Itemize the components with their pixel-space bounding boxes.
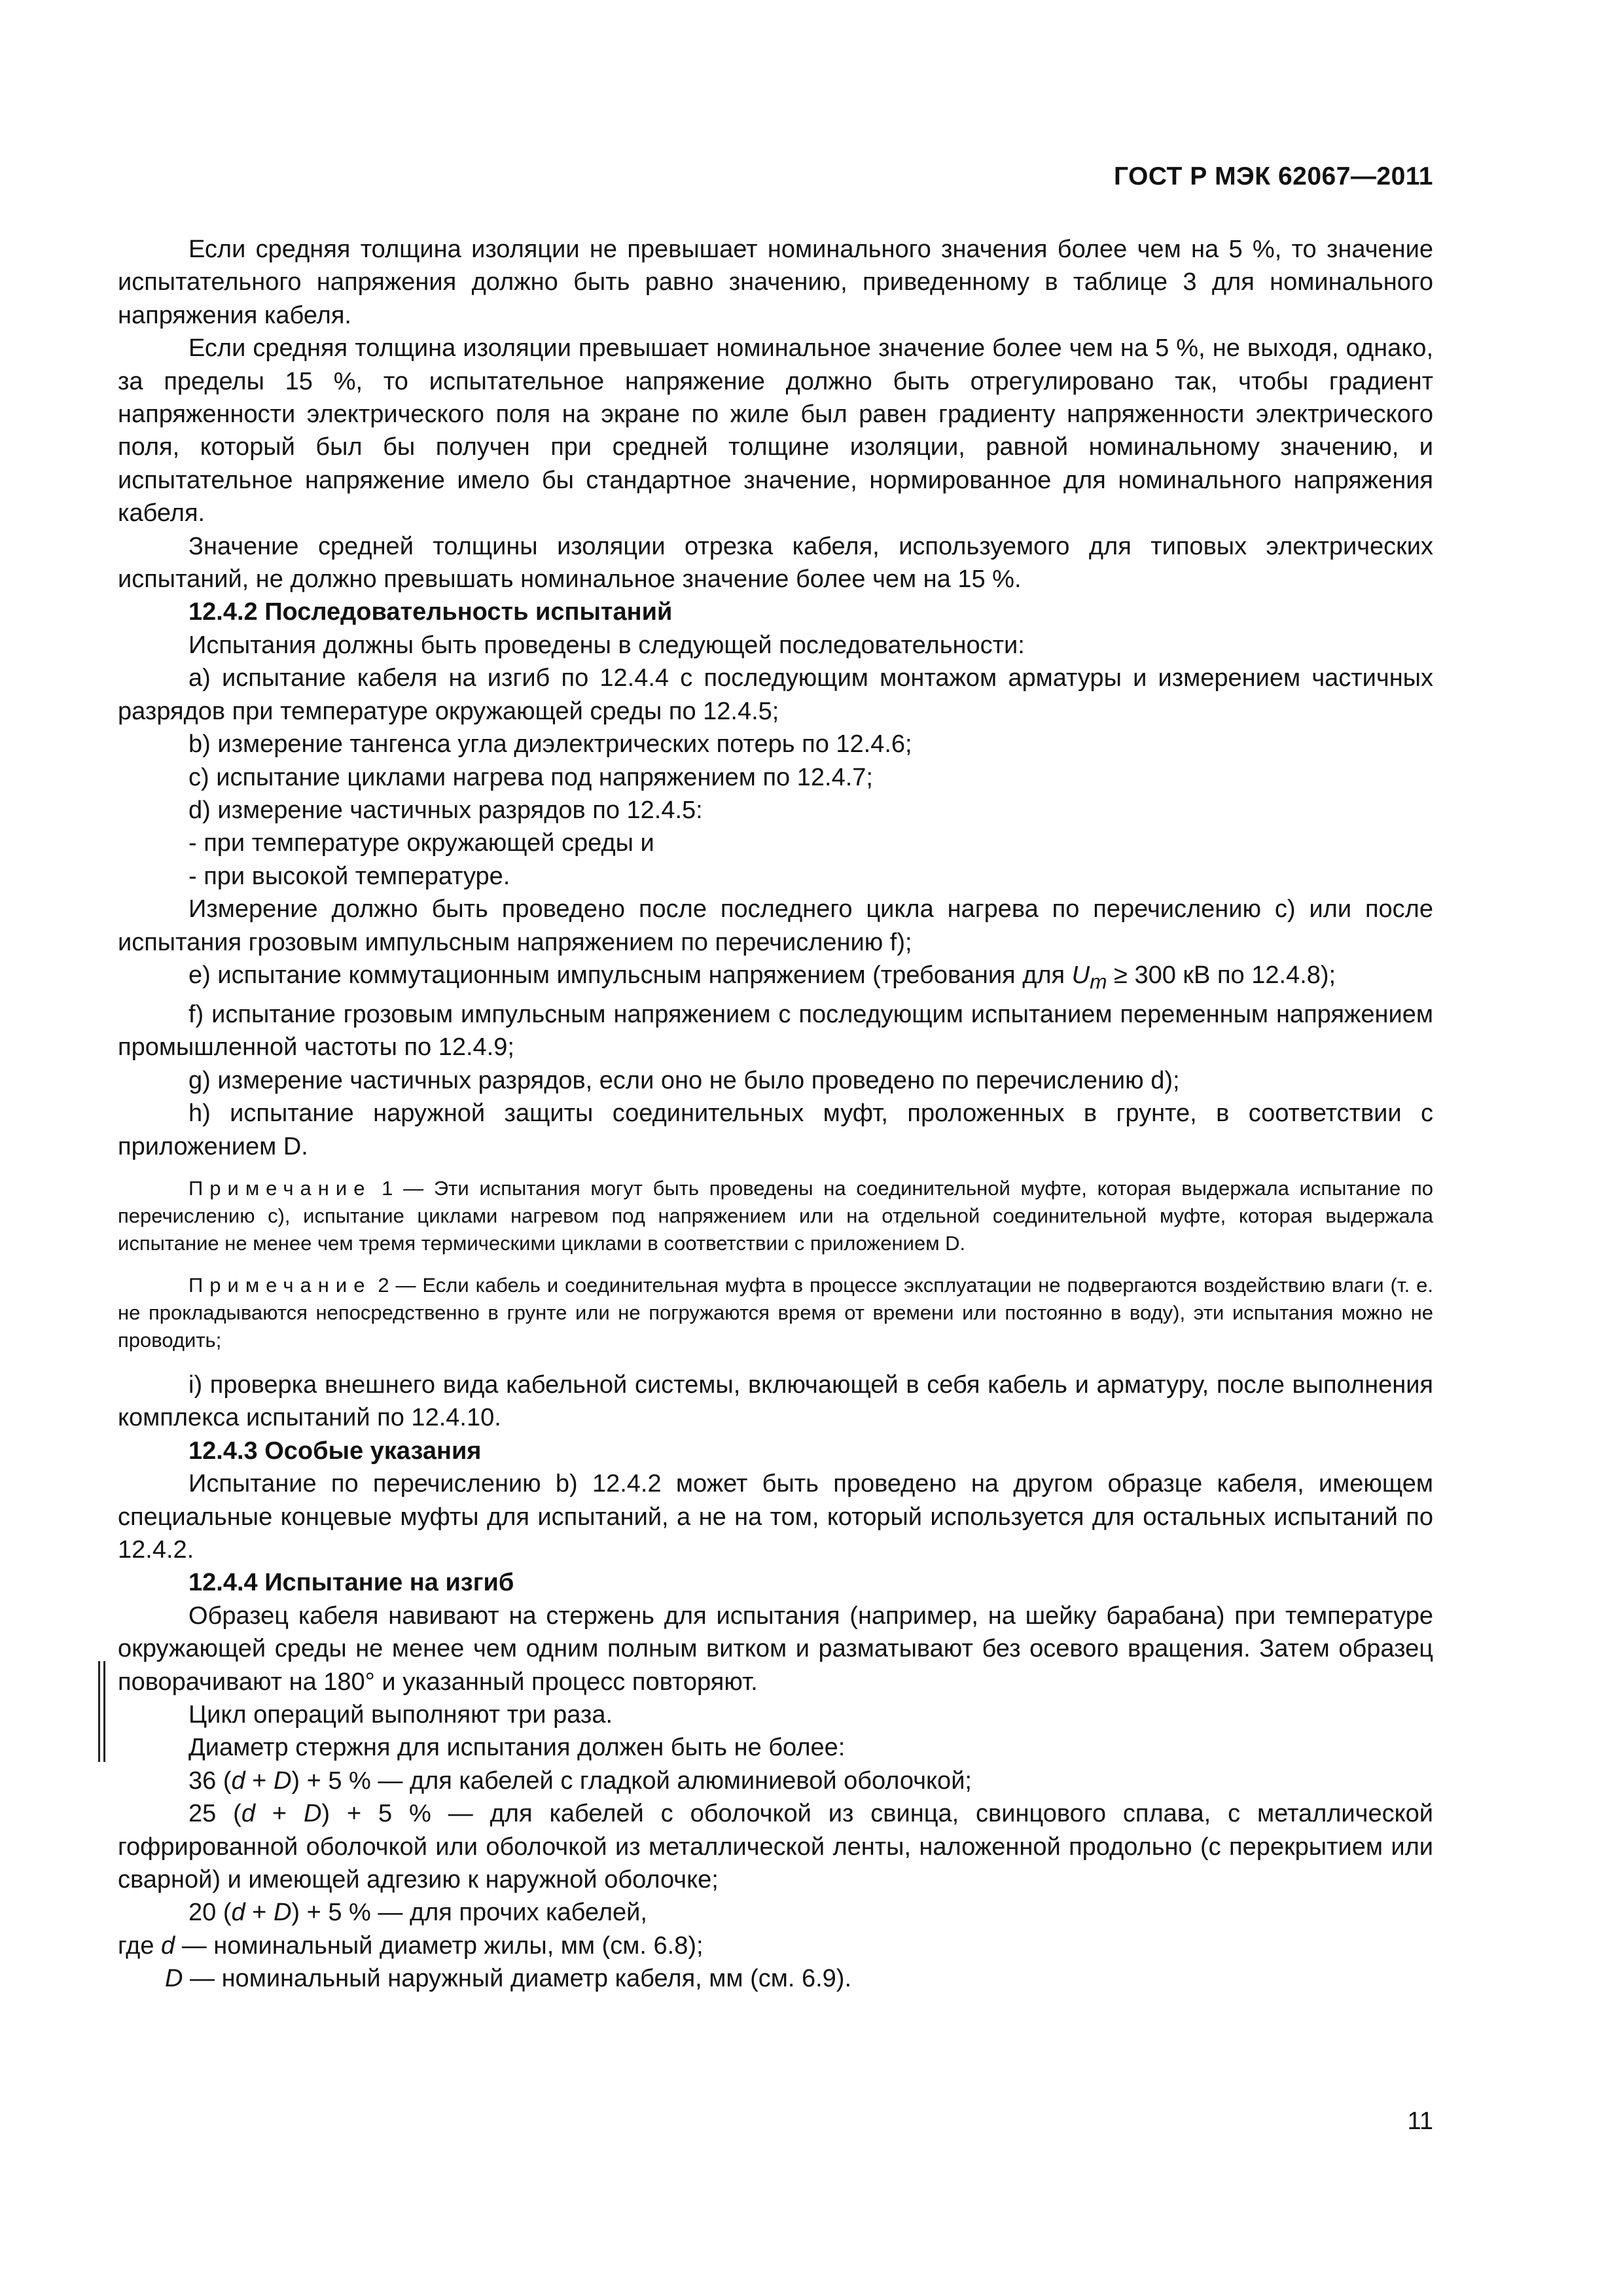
variable: d [231, 1767, 245, 1795]
list-item: i) проверка внешнего вида кабельной системы, включающей в себя кабель и арматуру, после выполнения комплекса испытаний по 12.4.10. [118, 1371, 1433, 1432]
paragraph: Диаметр стержня для испытания должен быть не более: [188, 1734, 846, 1762]
formula-line [118, 1797, 1433, 1896]
formula-text: 36 ( [188, 1767, 232, 1795]
list-item: h) испытание наружной защиты соединительных муфт, проложенных в грунте, в соответствии с приложением D. [118, 1100, 1433, 1160]
section-heading: 12.4.4 Испытание на изгиб [188, 1569, 514, 1597]
list-item-text: e) испытание коммутационным импульсным напряжением (требования для [188, 961, 1072, 989]
variable: d [241, 1800, 255, 1828]
formula-text: ) + 5 % — для кабелей с оболочкой из свинца, свинцового сплава, с металлической гофрированной оболочкой или оболочкой из металлической ленты, наложенной продольно (с перекрытием или сварной) и имеющей адгезию к наружной оболочке; [118, 1800, 1434, 1894]
list-item: a) испытание кабеля на изгиб по 12.4.4 с последующим монтажом арматуры и измерением частичных разрядов при температуре окружающей среды по 12.4.5; [118, 664, 1433, 725]
formula-text: ) + 5 % — для прочих кабелей, [291, 1899, 647, 1927]
paragraph: Испытания должны быть проведены в следующей последовательности: [188, 631, 1025, 659]
list-item: g) измерение частичных разрядов, если оно не было проведено по перечислению d); [188, 1066, 1180, 1094]
variable: d [231, 1899, 245, 1927]
note-label: Примечание [188, 1273, 372, 1297]
formula-text: 25 ( [188, 1800, 241, 1828]
list-item: f) испытание грозовым импульсным напряжением с последующим испытанием переменным напряжением промышленной частоты по 12.4.9; [118, 1000, 1433, 1062]
paragraph: Испытание по перечислению b) 12.4.2 может быть проведено на другом образце кабеля, имеющем специальные концевые муфты для испытаний, а не на том, который используется для остальных испытаний по 12.4.2. [118, 1470, 1433, 1564]
variable: D [273, 1767, 292, 1795]
where-clause [118, 1929, 1433, 1962]
formula-text: 20 ( [188, 1899, 232, 1927]
variable: U [1071, 961, 1090, 989]
paragraph: Если средняя толщина изоляции не превышает номинального значения более чем на 5 %, то значение испытательного напряжения должно быть равно значению, приведенному в таблице 3 для номинального напряжения кабеля. [118, 236, 1433, 329]
note-text: 2 — Если кабель и соединительная муфта в процессе эксплуатации не подвергаются воздействию влаги (т. е. не прокладываются непосредственно в грунте или не погружаются время от времени или постоянно в воду), эти испытания можно не проводить; [118, 1273, 1433, 1352]
list-item-text: ≥ 300 кВ по 12.4.8); [1107, 961, 1336, 989]
note-label: Примечание [188, 1176, 372, 1200]
change-bar [98, 1661, 100, 1762]
section-heading: 12.4.2 Последовательность испытаний [188, 598, 673, 626]
note [118, 1272, 1433, 1354]
page-number: 11 [1407, 2108, 1433, 2135]
where-text: — номинальный диаметр жилы, мм (см. 6.8); [175, 1931, 704, 1960]
variable: D [273, 1899, 292, 1927]
standard-header: ГОСТ Р МЭК 62067—2011 [1113, 162, 1433, 190]
formula-text: + [245, 1767, 274, 1795]
paragraph: Цикл операций выполняют три раза. [188, 1701, 613, 1729]
section-heading: 12.4.3 Особые указания [188, 1437, 482, 1465]
document-body [118, 233, 1433, 1996]
change-bar [103, 1661, 105, 1762]
variable: D [303, 1800, 322, 1828]
list-item [118, 959, 1433, 998]
variable-subscript: m [1090, 969, 1107, 994]
formula-text: + [255, 1800, 304, 1828]
list-item: d) измерение частичных разрядов по 12.4.5: [188, 796, 703, 824]
formula-line [118, 1765, 1433, 1797]
dash-item: - при высокой температуре. [188, 862, 510, 890]
paragraph: Измерение должно быть проведено после последнего цикла нагрева по перечислению с) или после испытания грозовым импульсным напряжением по перечислению f); [118, 895, 1433, 956]
note-text: 1 — Эти испытания могут быть проведены на соединительной муфте, которая выдержала испытание по перечислению с), испытание циклами нагревом под напряжением или на отдельной соединительной муфте, которая выдержала испытание не менее чем тремя термическими циклами в соответствии с приложением D. [118, 1176, 1433, 1255]
formula-line [118, 1896, 1433, 1929]
where-text: — номинальный наружный диаметр кабеля, мм (см. 6.9). [183, 1965, 851, 1993]
dash-item: - при температуре окружающей среды и [188, 829, 654, 857]
list-item: c) испытание циклами нагрева под напряжением по 12.4.7; [188, 763, 873, 791]
variable: D [165, 1965, 183, 1993]
where-text: где [118, 1931, 162, 1960]
variable: d [161, 1931, 175, 1960]
list-item: b) измерение тангенса угла диэлектрических потерь по 12.4.6; [188, 730, 912, 759]
formula-text: + [245, 1899, 274, 1927]
note [118, 1175, 1433, 1257]
where-clause [118, 1962, 1433, 1995]
formula-text: ) + 5 % — для кабелей с гладкой алюминиевой оболочкой; [291, 1767, 972, 1795]
paragraph: Образец кабеля навивают на стержень для испытания (например, на шейку барабана) при температуре окружающей среды не менее чем одним полным витком и разматывают без осевого вращения. Затем образец поворачивают на 180° и указанный процесс повторяют. [118, 1602, 1433, 1696]
paragraph: Значение средней толщины изоляции отрезка кабеля, используемого для типовых электрических испытаний, не должно превышать номинальное значение более чем на 15 %. [118, 532, 1433, 594]
paragraph: Если средняя толщина изоляции превышает номинальное значение более чем на 5 %, не выходя, однако, за пределы 15 %, то испытательное напряжение должно быть отрегулировано так, чтобы градиент напряженности электрического поля на экране по жиле был равен градиенту напряженности электрического поля, который был бы получен при средней толщине изоляции, равной номинальному значению, и испытательное напряжение имело бы стандартное значение, нормированное для номинального напряжения кабеля. [118, 334, 1433, 528]
